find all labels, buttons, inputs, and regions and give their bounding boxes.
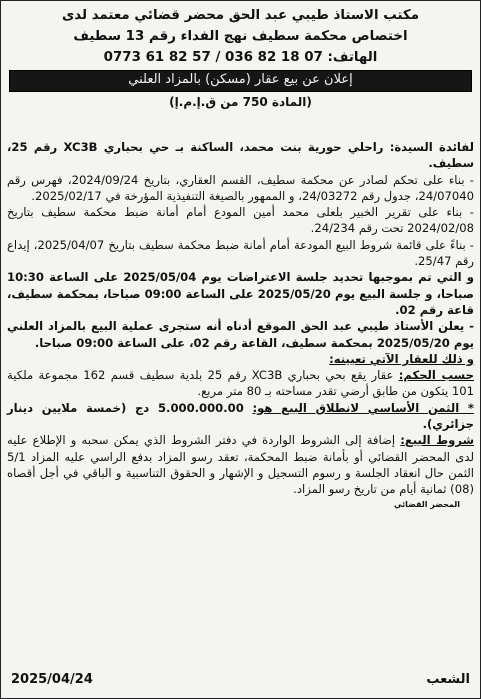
expert-report-paragraph: - بناء على تقرير الخبير بلعلى محمد أمين المودع أمام أمانة ضبط محكمة سطيف بتاريخ 2024/02/08 تحت رقم 24/234. [7,205,474,236]
judgment-paragraph: - بناء على تحكم لصادر عن محكمة سطيف، القسم العقاري، بتاريخ 2024/09/24، فهرس رقم 24/07040، جدول رقم 24/03272، و الممهور بالصيغة التنفيذية المؤرخة في 2025/02/17. [7,172,474,203]
property-label: حسب الحكم: [398,368,474,383]
announcement-title: إعلان عن بيع عقار (مسكن) بالمزاد العلني [9,70,472,92]
office-line: مكتب الاستاذ طيبي عبد الحق محضر قضائي معتمد لدى [62,8,419,23]
phone-label: الهاتف: [327,50,378,65]
hearing-dates-paragraph: و التي تم بموجبها تحديد جلسة الاعتراضات يوم 2025/05/04 على الساعة 10:30 صباحا، و جلسة البيع يوم 2025/05/20 على الساعة 09:00 صباحا، بمحكمة سطيف، قاعة رقم 02. [7,270,474,317]
sale-conditions-text: إضافة إلى الشروط الواردة في دفتر الشروط الذي يمكن سحبه و الإطلاع عليه لدى المحضر القضائي أو بأمانة ضبط المحكمة، تعقد رسو المزاد بدفع الراسي عليه المزاد 5/1 الثمن حال انعقاد الجلسة و رسوم التسجيل و الإشهار و الحقوق التناسبية و الباقي في أجل أقصاه (08) ثمانية أيام من تاريخ رسو المزاد. [7,433,474,497]
property-text: عقار يقع بحي بحباري XC3B رقم 25 بلدية سطيف قسم 162 مجموعة ملكية 101 يتكون من طابق أرضي تقدر مساحته بـ 80 متر مربع. [7,368,474,399]
jurisdiction-line: اختصاص محكمة سطيف نهج الفداء رقم 13 سطيف [73,29,408,44]
publication-footer [11,672,470,690]
newspaper-name: الشعب [426,672,470,687]
phone-numbers: 0773 61 82 57 / 036 82 18 07 [103,50,323,65]
conditions-list-paragraph: - بناءً على قائمة شروط البيع المودعة أمام أمانة ضبط محكمة سطيف بتاريخ 2025/04/07، إيداع رقم 25/47. [7,237,474,269]
property-heading: و ذلك للعقار الآتي تعيينه: [329,351,474,366]
beneficiary-paragraph: لفائدة السيدة: راحلي حورية بنت محمد، الساكنة بـ حي بحباري XC3B رقم 25، سطيف. [7,140,474,171]
article-reference: (المادة 750 من ق.إ.م.إ) [169,95,312,109]
base-price-label: * الثمن الأساسي لانطلاق البيع هو: [252,400,474,415]
signature-block: المحضر القضائي [393,499,460,509]
publication-date: 2025/04/24 [11,672,93,687]
auction-notice-paragraph: - يعلن الأستاذ طيبي عبد الحق الموقع أدناه أنه ستجرى عملية البيع بالمزاد العلني يوم 2025/05/20 بمحكمة سطيف، القاعة رقم 02، على الساعة 09:00 صباحا. [7,319,474,350]
bailiff-header [1,1,480,68]
sale-conditions [7,432,474,497]
announcement-body [7,139,474,512]
property-description [7,367,474,400]
sale-conditions-label: شروط البيع: [400,433,474,448]
base-price-value: 5.000.000.00 دج (خمسة ملايين دينار جزائري). [7,400,474,432]
phone-line [1,47,480,68]
base-price [7,400,474,433]
